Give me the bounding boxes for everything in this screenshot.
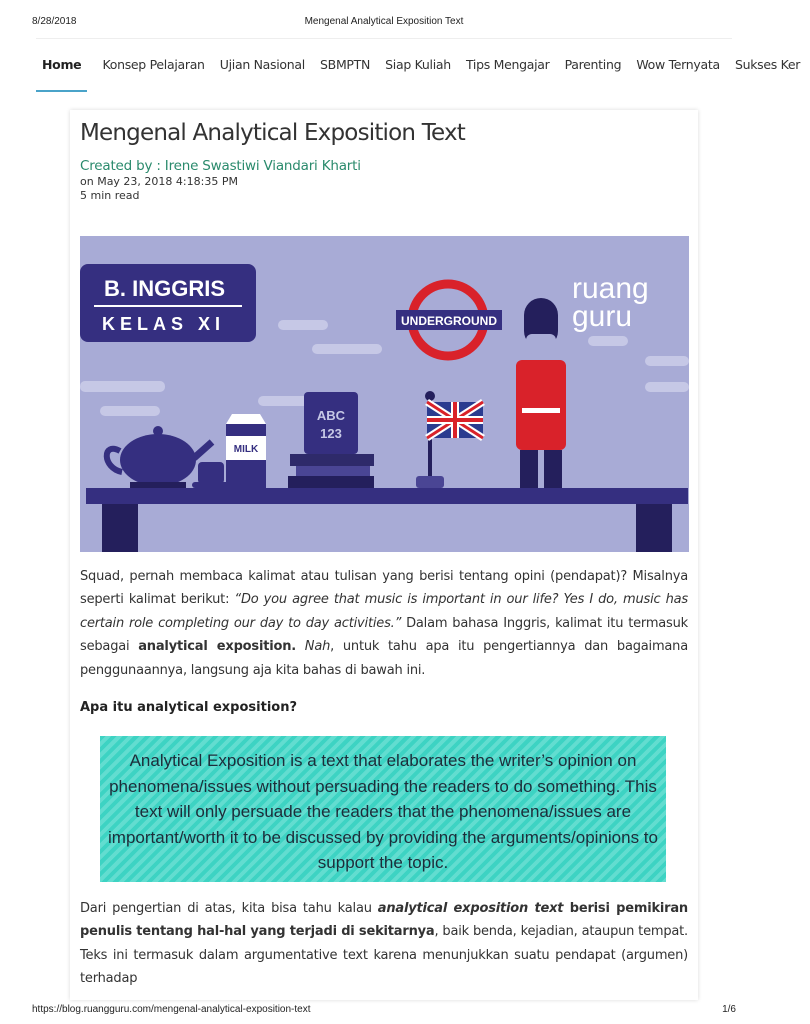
print-url: https://blog.ruangguru.com/mengenal-analytical-exposition-text — [32, 1004, 311, 1015]
book-123: 123 — [320, 426, 342, 441]
definition-text: Analytical Exposition is a text that elaborates the writer’s opinion on phenomena/issues without persuading the readers to do something. This text will only persuade the readers that the phenomena/issues are important/worth it to be discussed by providing the arguments/opinions to support the topic. — [108, 751, 658, 872]
nav-item-sukses-karir[interactable]: Sukses Ker — [734, 57, 801, 72]
brand-ruang: ruang — [572, 272, 649, 305]
print-title: Mengenal Analytical Exposition Text — [304, 16, 464, 27]
main-nav — [36, 38, 801, 91]
abc-book — [304, 392, 358, 454]
nav-item-tips-mengajar[interactable]: Tips Mengajar — [465, 57, 550, 72]
intro-quote: “Do you agree that music is important in our life? Yes I do, music has certain role completing our day to day activities.” — [80, 592, 688, 631]
explanation-text-2: , baik benda, kejadian, ataupun tempat. Teks ini termasuk dalam argumentative text karena menunjukkan suatu pendapat (argumen) terhadap — [80, 924, 688, 987]
nav-item-home[interactable]: Home — [36, 40, 87, 92]
milk-label: MILK — [233, 444, 259, 455]
intro-text-3: , untuk tahu apa itu pengertiannya dan bagaimana penggunaannya, langsung aja kita bahas di bawah ini. — [80, 639, 688, 678]
underground-label: UNDERGROUND — [401, 314, 497, 328]
read-time: 5 min read — [80, 189, 140, 202]
article-author[interactable]: Created by : Irene Swastiwi Viandari Kharti — [80, 158, 361, 174]
nav-item-konsep-pelajaran[interactable]: Konsep Pelajaran — [102, 57, 205, 72]
nav-item-siap-kuliah[interactable]: Siap Kuliah — [385, 57, 451, 72]
nav-item-ujian-nasional[interactable]: Ujian Nasional — [219, 57, 305, 72]
definition-callout — [100, 736, 666, 882]
nav-item-sbmptn[interactable]: SBMPTN — [320, 57, 371, 72]
explanation-bold: berisi pemikiran penulis tentang hal-hal yang terjadi di sekitarnya — [80, 901, 688, 940]
hero-illustration — [80, 236, 689, 552]
explanation-term: analytical exposition text — [377, 901, 564, 916]
explanation-text-1: Dari pengertian di atas, kita bisa tahu kalau — [80, 901, 378, 916]
intro-nah: Nah — [296, 639, 331, 655]
table-top — [86, 488, 688, 504]
hero-subject: B. INGGRIS — [104, 276, 226, 301]
intro-text-2: Dalam bahasa Inggris, kalimat itu termasuk sebagai — [80, 615, 688, 655]
print-date: 8/28/2018 — [32, 16, 77, 27]
intro-paragraph — [80, 565, 688, 682]
hero-grade: KELAS XI — [102, 314, 226, 334]
nav-item-wow-ternyata[interactable]: Wow Ternyata — [636, 57, 720, 72]
teapot — [120, 434, 196, 486]
explanation-paragraph — [80, 897, 688, 991]
page-number: 1/6 — [722, 1004, 736, 1015]
nav-item-parenting[interactable]: Parenting — [564, 57, 622, 72]
article-card — [70, 110, 698, 1000]
book-abc: ABC — [316, 408, 346, 423]
article-date: on May 23, 2018 4:18:35 PM — [80, 175, 238, 188]
hero-image — [80, 236, 689, 552]
intro-term: analytical exposition. — [138, 639, 296, 655]
uk-flag — [427, 402, 483, 438]
brand-guru: guru — [572, 300, 633, 333]
article-title: Mengenal Analytical Exposition Text — [80, 120, 466, 146]
intro-text-1: Squad, pernah membaca kalimat atau tulisan yang berisi tentang opini (pendapat)? Misalnya seperti kalimat berikut: — [80, 569, 688, 608]
section-heading: Apa itu analytical exposition? — [80, 700, 298, 715]
